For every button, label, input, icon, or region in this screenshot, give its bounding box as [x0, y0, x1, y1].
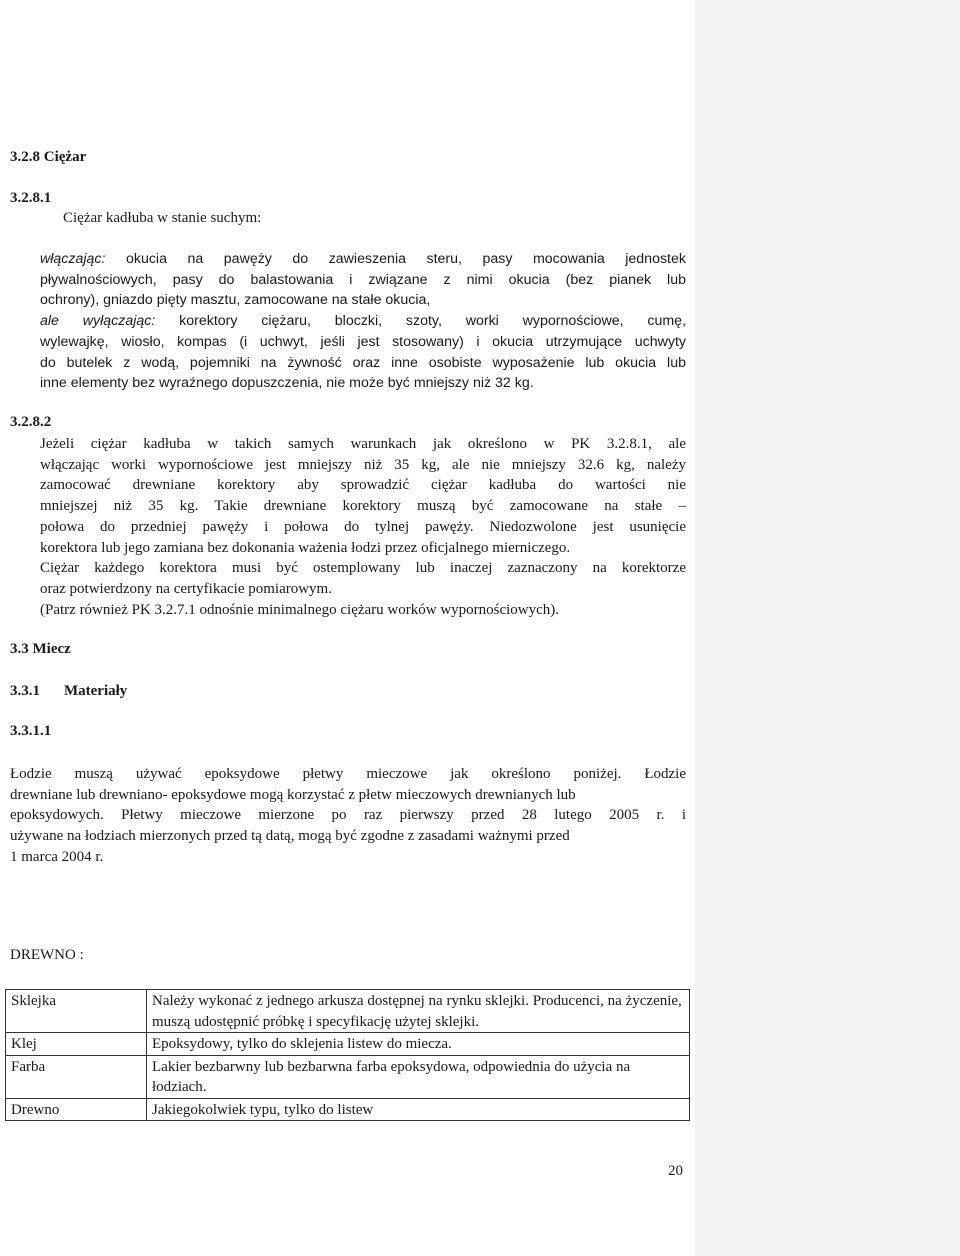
paragraph-line: zamocować drewniane korektory aby sprowadzić ciężar kadłuba do wartości nie: [40, 477, 686, 494]
section-number-3-3-1: 3.3.1: [10, 683, 40, 699]
paragraph-line: do butelek z wodą, pojemniki na żywność oraz inne osobiste wyposażenie lub okucia lub: [40, 354, 686, 371]
paragraph-line: 1 marca 2004 r.: [10, 848, 104, 865]
table-row: [6, 1033, 690, 1056]
table-value: Należy wykonać z jednego arkusza dostępnej na rynku sklejki. Producenci, na życzenie, muszą udostępnić próbkę i specyfikację użytej sklejki.: [147, 990, 690, 1033]
label-including: włączając:: [40, 251, 106, 267]
table-key: Farba: [6, 1055, 147, 1098]
table-key: Drewno: [6, 1098, 147, 1121]
paragraph-3-3-1-1: [10, 764, 686, 868]
paragraph-line: używane na łodziach mierzonych przed tą datą, mogą być zgodne z zasadami ważnymi przed: [10, 828, 570, 845]
section-heading-3-2-8: 3.2.8 Ciężar: [10, 149, 87, 165]
section-number-3-2-8-1: 3.2.8.1: [10, 190, 52, 206]
paragraph-3-2-8-1: [40, 249, 686, 394]
paragraph-line: mniejszej niż 35 kg. Takie drewniane korektory muszą być zamocowane na stałe –: [40, 498, 686, 515]
paragraph-line: (Patrz również PK 3.2.7.1 odnośnie minimalnego ciężaru worków wypornościowych).: [40, 601, 560, 618]
section-number-3-3-1-1: 3.3.1.1: [10, 723, 52, 739]
paragraph-line: Łodzie muszą używać epoksydowe płetwy mieczowe jak określono poniżej. Łodzie: [10, 766, 686, 782]
comment-margin-pane: [695, 0, 960, 1256]
paragraph-3-2-8-2: [40, 434, 686, 620]
paragraph-line: Jeżeli ciężar kadłuba w takich samych warunkach jak określono w PK 3.2.8.1, ale: [40, 436, 686, 452]
page-number: 20: [668, 1163, 683, 1179]
section-number-3-2-8-2: 3.2.8.2: [10, 414, 52, 430]
paragraph-line: pływalnościowych, pasy do balastowania i związane z nimi okucia (bez pianek lub: [40, 271, 686, 288]
paragraph-line: drewniane lub drewniano- epoksydowe mogą korzystać z płetw mieczowych drewnianych lub: [10, 786, 576, 803]
wood-table-title: DREWNO :: [10, 947, 84, 963]
paragraph-line: włączając worki wypornościowe jest mniejszy niż 35 kg, ale nie mniejszy 32.6 kg, należy: [40, 456, 686, 473]
paragraph-line: Ciężar każdego korektora musi być ostemplowany lub inaczej zaznaczony na korektorze: [40, 560, 686, 577]
paragraph-line: ale wyłączając: korektory ciężaru, bloczki, szoty, worki wypornościowe, cumę,: [40, 313, 687, 330]
paragraph-line: korektora lub jego zamiana bez dokonania ważenia łodzi przez oficjalnego mierniczego.: [40, 539, 571, 556]
paragraph-line: oraz potwierdzony na certyfikacie pomiarowym.: [40, 580, 332, 597]
paragraph-line: inne elementy bez wyraźnego dopuszczenia, nie może być mniejszy niż 32 kg.: [40, 375, 534, 392]
paragraph-line: włączając: okucia na pawęży do zawieszenia steru, pasy mocowania jednostek: [40, 251, 686, 267]
table-row: [6, 1055, 690, 1098]
table-key: Klej: [6, 1033, 147, 1056]
paragraph-line: ochrony), gniazdo pięty masztu, zamocowane na stałe okucia,: [40, 292, 431, 309]
table-value: Epoksydowy, tylko do sklejenia listew do miecza.: [147, 1033, 690, 1056]
table-row: [6, 990, 690, 1033]
label-excluding: ale wyłączając:: [40, 313, 156, 330]
section-title-3-3-1: Materiały: [64, 683, 128, 699]
table-value: Jakiegokolwiek typu, tylko do listew: [147, 1098, 690, 1121]
table-value: Lakier bezbarwny lub bezbarwna farba epoksydowa, odpowiednia do użycia na łodziach.: [147, 1055, 690, 1098]
table-row: [6, 1098, 690, 1121]
wood-spec-table: [5, 989, 690, 1121]
paragraph-line: połowa do przedniej pawęży i połowa do tylnej pawęży. Niedozwolone jest usunięcie: [40, 518, 686, 535]
paragraph-line: epoksydowych. Płetwy mieczowe mierzone po raz pierwszy przed 28 lutego 2005 r. i: [10, 807, 686, 824]
section-heading-3-3: 3.3 Miecz: [10, 641, 71, 657]
paragraph-line: wylewajkę, wiosło, kompas (i uchwyt, jeśli jest stosowany) i okucia utrzymujące uchwyty: [40, 333, 686, 350]
section-title-3-2-8-1: Ciężar kadłuba w stanie suchym:: [63, 210, 262, 226]
table-key: Sklejka: [6, 990, 147, 1033]
